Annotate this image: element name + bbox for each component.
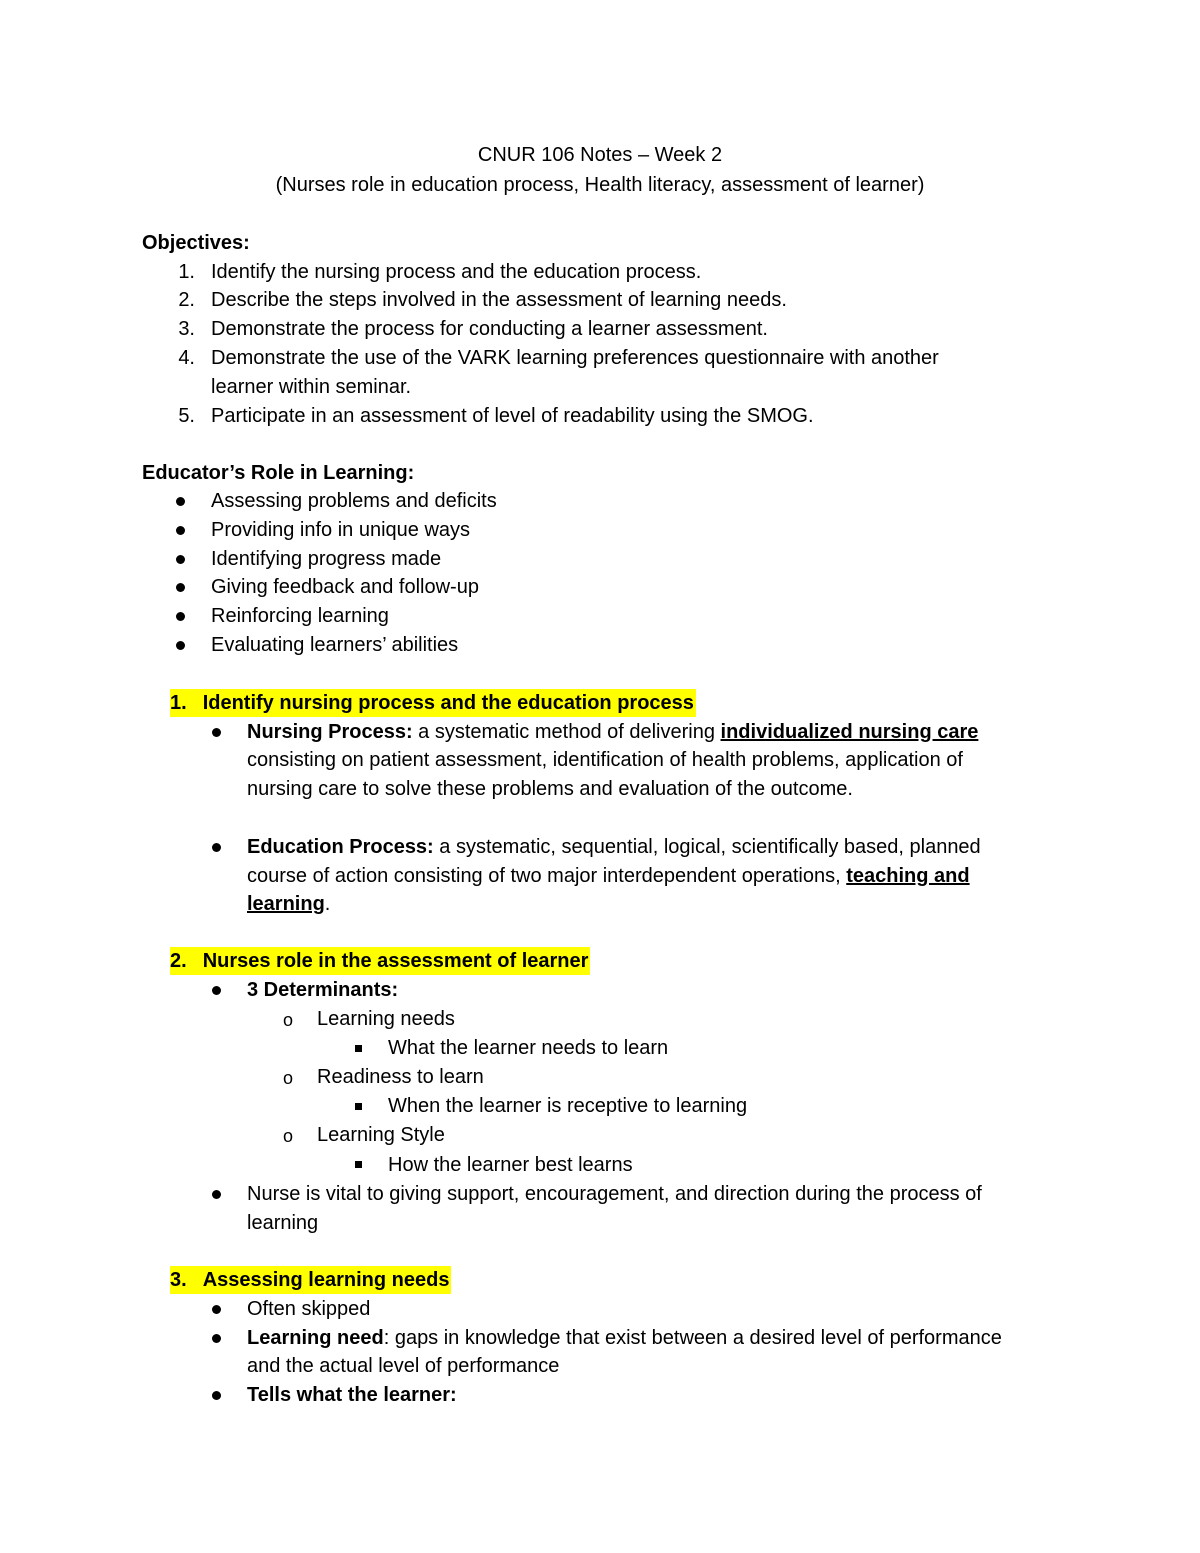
definition-text: nursing care to solve these problems and evaluation of the outcome.: [247, 778, 853, 800]
determinant-name: Learning needs: [317, 1008, 455, 1030]
determinant-name: Readiness to learn: [317, 1066, 484, 1088]
section-number: 2.: [170, 950, 187, 972]
objective-text: Demonstrate the process for conducting a learner assessment.: [211, 318, 768, 340]
list-item: Nurse is vital to giving support, encouragement, and direction during the process of: [247, 1183, 982, 1205]
objective-text-continued: learner within seminar.: [211, 376, 412, 398]
definition-text: [247, 890, 330, 918]
objective-number: 5.: [178, 405, 195, 427]
underlined-term: individualized nursing care: [720, 721, 979, 743]
objective-number: 3.: [178, 318, 195, 340]
nursing-process-line: [247, 718, 978, 746]
determinants-label: 3 Determinants:: [247, 979, 399, 1001]
bullet-icon: [176, 583, 185, 592]
page-subtitle: (Nurses role in education process, Health literacy, assessment of learner): [275, 174, 925, 196]
list-item: Assessing problems and deficits: [211, 490, 497, 512]
section-title: Assessing learning needs: [202, 1269, 450, 1291]
term: Learning need: [247, 1327, 384, 1349]
bullet-icon: [212, 728, 221, 737]
bullet-icon: [176, 526, 185, 535]
education-process-line: [247, 833, 981, 861]
educator-role-heading: Educator’s Role in Learning:: [142, 462, 415, 484]
bullet-icon: [212, 1334, 221, 1343]
list-item: Giving feedback and follow-up: [211, 576, 479, 598]
determinant-detail: When the learner is receptive to learning: [388, 1095, 748, 1117]
objective-text: Describe the steps involved in the assessment of learning needs.: [211, 289, 787, 311]
objective-text: Identify the nursing process and the education process.: [211, 261, 702, 283]
bullet-icon: [212, 986, 221, 995]
square-bullet-icon: [355, 1103, 362, 1110]
learning-need-line: [247, 1324, 1002, 1352]
definition-text: a systematic, sequential, logical, scientifically based, planned: [433, 836, 981, 858]
definition-text: course of action consisting of two major interdependent operations,: [247, 865, 847, 887]
section-number: 1.: [170, 692, 187, 714]
underlined-term: learning: [247, 893, 325, 915]
bullet-icon: [212, 1305, 221, 1314]
determinant-detail: What the learner needs to learn: [388, 1037, 669, 1059]
definition-text: [247, 862, 970, 890]
determinant-detail: How the learner best learns: [388, 1154, 633, 1176]
section-number: 3.: [170, 1269, 187, 1291]
bullet-icon: [212, 843, 221, 852]
bullet-icon: [176, 497, 185, 506]
section-1-heading: [170, 689, 696, 717]
determinant-name: Learning Style: [317, 1124, 445, 1146]
list-item: Often skipped: [247, 1298, 371, 1320]
bullet-icon: [176, 641, 185, 650]
definition-text: and the actual level of performance: [247, 1355, 560, 1377]
section-2-heading: [170, 947, 590, 975]
term: Nursing Process:: [247, 721, 413, 743]
bullet-icon: [212, 1391, 221, 1400]
punctuation: .: [324, 893, 331, 915]
list-item: Identifying progress made: [211, 548, 442, 570]
list-item: Reinforcing learning: [211, 605, 389, 627]
objective-text: Demonstrate the use of the VARK learning preferences questionnaire with another: [211, 347, 939, 369]
definition-text: consisting on patient assessment, identification of health problems, application of: [247, 749, 963, 771]
section-title: Nurses role in the assessment of learner: [202, 950, 589, 972]
page-title: CNUR 106 Notes – Week 2: [477, 144, 723, 166]
list-item-continued: learning: [247, 1212, 319, 1234]
section-3-heading: [170, 1266, 451, 1294]
hollow-circle-bullet-icon: o: [283, 1010, 294, 1030]
bullet-icon: [212, 1190, 221, 1199]
definition-text: : gaps in knowledge that exist between a desired level of performance: [383, 1327, 1002, 1349]
hollow-circle-bullet-icon: o: [283, 1068, 294, 1088]
square-bullet-icon: [355, 1161, 362, 1168]
objective-number: 4.: [178, 347, 195, 369]
objective-number: 1.: [178, 261, 195, 283]
objective-number: 2.: [178, 289, 195, 311]
bullet-icon: [176, 555, 185, 564]
square-bullet-icon: [355, 1045, 362, 1052]
definition-text: a systematic method of delivering: [412, 721, 721, 743]
term: Education Process:: [247, 836, 434, 858]
bullet-icon: [176, 612, 185, 621]
section-title: Identify nursing process and the education process: [202, 692, 694, 714]
list-item: Evaluating learners’ abilities: [211, 634, 459, 656]
objective-text: Participate in an assessment of level of readability using the SMOG.: [211, 405, 814, 427]
hollow-circle-bullet-icon: o: [283, 1126, 294, 1146]
list-item: Providing info in unique ways: [211, 519, 471, 541]
objectives-heading: Objectives:: [142, 232, 250, 254]
underlined-term: teaching and: [846, 865, 970, 887]
list-item: Tells what the learner:: [247, 1384, 457, 1406]
